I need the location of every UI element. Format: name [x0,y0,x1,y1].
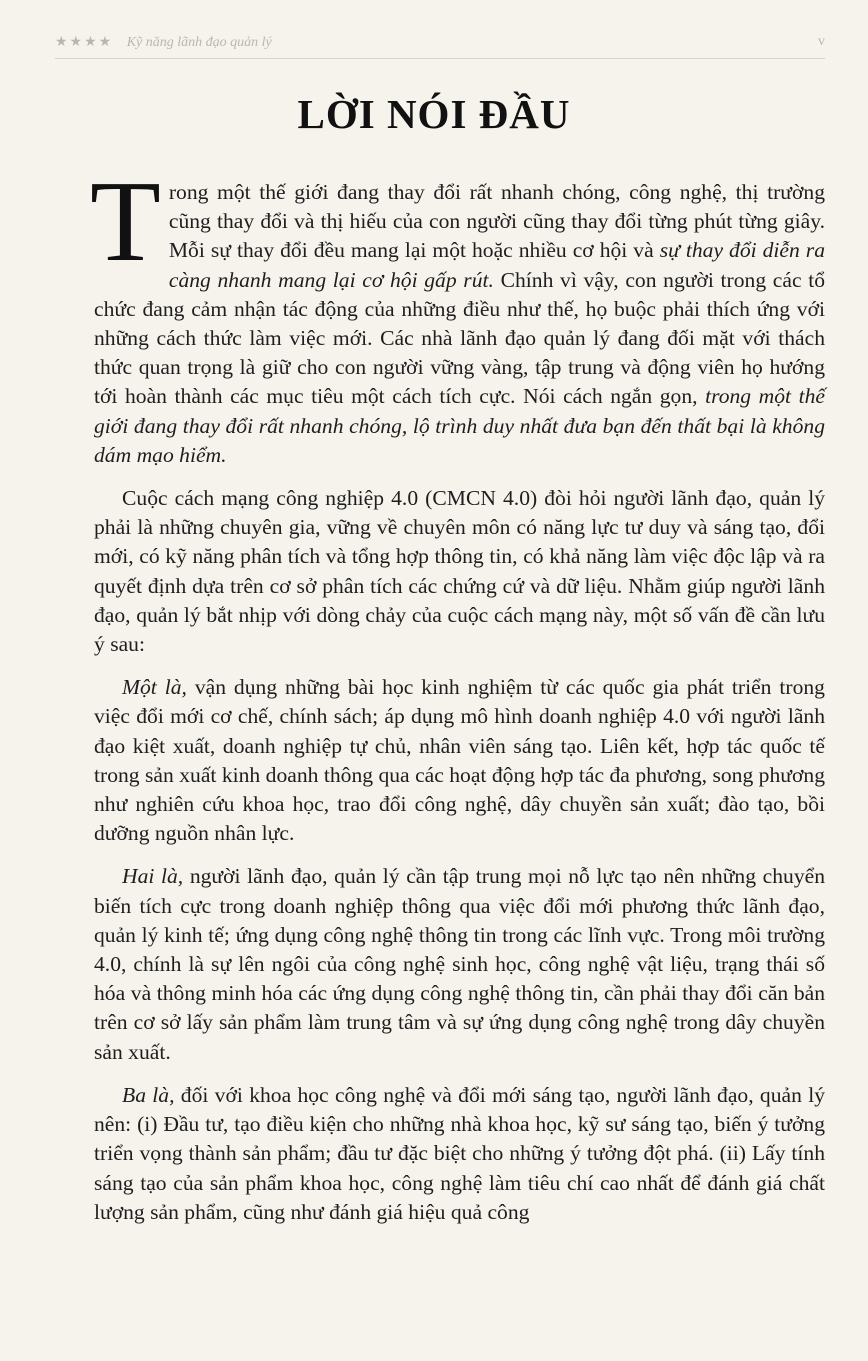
paragraph-text: người lãnh đạo, quản lý cần tập trung mọi nỗ lực tạo nên những chuyển biến tích cực trong doanh nghiệp thông qua việc đổi mới phương thức lãnh đạo, quản lý kinh tế; ứng dụng công nghệ thông tin trong các lĩnh vực. Trong môi trường 4.0, chính là sự lên ngôi của công nghệ sinh học, công nghệ vật liệu, trạng thái số hóa và thông minh hóa các ứng dụng công nghệ thông tin, cần phải thay đổi căn bản trên cơ sở lấy sản phẩm làm trung tâm và sự ứng dụng công nghệ trong dây chuyền sản xuất. [94,864,825,1064]
paragraph-lead: Hai là, [122,864,184,889]
running-head [55,34,825,54]
star-ornament-icon: ★★★★ [55,35,114,50]
paragraph-mot-la [94,673,825,848]
paragraph-intro-emphasis-2: trong một thế giới đang thay đổi rất nhanh chóng, lộ trình duy nhất đưa bạn đến thất bại là không dám mạo hiểm. [94,384,825,467]
paragraph-intro-text-1: rong một thế giới đang thay đổi rất nhanh chóng, công nghệ, thị trường cũng thay đổi và thị hiếu của con người cũng thay đổi từng phút từng giây. Mỗi sự thay đổi đều mang lại một hoặc nhiều cơ hội và [168,180,825,263]
paragraph-lead: Ba là, [122,1082,175,1107]
paragraph-intro [90,158,825,470]
page-title: LỜI NÓI ĐẦU [297,91,571,137]
body-text [90,158,825,1241]
paragraph-text: vận dụng những bài học kinh nghiệm từ các quốc gia phát triển trong việc đổi mới cơ chế, chính sách; áp dụng mô hình doanh nghiệp 4.0 với người lãnh đạo kiệt xuất, doanh nghiệp tự chủ, nhân viên sáng tạo. Liên kết, hợp tác quốc tế trong sản xuất kinh doanh thông qua các hoạt động hợp tác đa phương, song phương như nghiên cứu khoa học, trao đổi công nghệ, dây chuyền sản xuất; đào tạo, bồi dưỡng nguồn nhân lực. [94,675,825,846]
paragraph-intro-emphasis-1: sự thay đổi diễn ra càng nhanh mang lại cơ hội gấp rút. [168,238,825,292]
paragraph-intro-text-2: Chính vì vậy, con người trong các tổ chức đang cảm nhận tác động của những điều như thế, họ buộc phải thích ứng với những cách thức làm việc mới. Các nhà lãnh đạo quản lý đang đối mặt với thách thức quan trọng là giữ cho con người vững vàng, tập trung và động viên họ hướng tới hoàn thành các mục tiêu một cách tích cực. Nói cách ngắn gọn, [94,267,825,409]
paragraph-lead: Một là, [122,675,187,700]
paragraph-text: đối với khoa học công nghệ và đổi mới sáng tạo, người lãnh đạo, quản lý nên: (i) Đầu tư, tạo điều kiện cho những nhà khoa học, kỹ sư sáng tạo, biến ý tưởng triển vọng thành sản phẩm; đầu tư đặc biệt cho những ý tưởng đột phá. (ii) Lấy tính sáng tạo của sản phẩm khoa học, công nghệ làm tiêu chí cao nhất để đánh giá chất lượng sản phẩm, cũng như đánh giá hiệu quả công [94,1082,825,1224]
header-rule [55,58,825,59]
running-head-title: Kỹ năng lãnh đạo quản lý [126,35,272,50]
page-number: v [818,34,825,49]
drop-cap: T [90,158,161,286]
paragraph-cmcn: Cuộc cách mạng công nghiệp 4.0 (CMCN 4.0) đòi hỏi người lãnh đạo, quản lý phải là những chuyên gia, vững về chuyên môn có năng lực tư duy và sáng tạo, đổi mới, có kỹ năng phân tích và tổng hợp thông tin, có khả năng làm việc độc lập và ra quyết định dựa trên cơ sở phân tích các chứng cứ và dữ liệu. Nhằm giúp người lãnh đạo, quản lý bắt nhịp với dòng chảy của cuộc cách mạng này, một số vấn đề cần lưu ý sau: [94,486,825,657]
paragraph-ba-la [94,1081,825,1227]
paragraph-hai-la [94,862,825,1066]
